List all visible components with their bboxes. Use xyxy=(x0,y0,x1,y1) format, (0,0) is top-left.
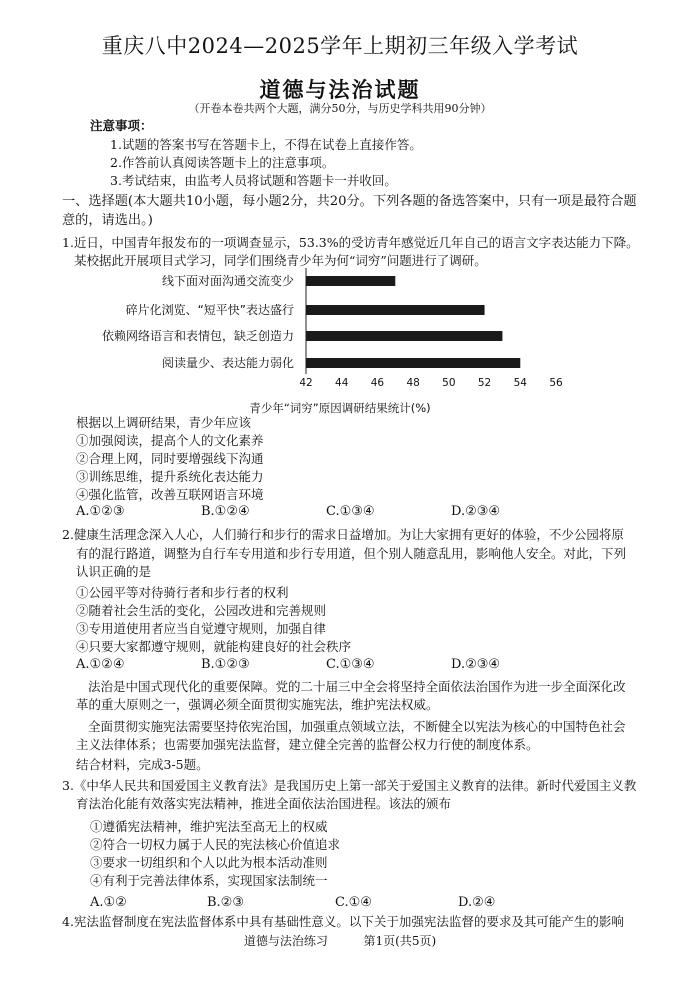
q2-stem: 有的混行路道，调整为自行车专用道和步行专用道，但个别人随意乱用，影响他人安全。对此，下列 xyxy=(76,546,627,561)
q2-option-c: C.①③④ xyxy=(326,657,375,672)
q2-item: ②随着社会生活的变化，公园改进和完善规则 xyxy=(76,603,327,618)
q2-option-b: B.①②③ xyxy=(201,657,250,672)
q1-option-b: B.①②④ xyxy=(201,504,250,519)
exam-title: 重庆八中2024—2025学年上期初三年级入学考试 xyxy=(101,34,579,58)
x-tick-label: 52 xyxy=(477,377,492,389)
q3-option-d: D.②④ xyxy=(458,895,496,910)
q1-option-a: A.①②③ xyxy=(76,504,125,519)
q1-item: ②合理上网，同时要增强线下沟通 xyxy=(76,451,264,466)
q3-item: ①遵循宪法精神，维护宪法至高无上的权威 xyxy=(90,819,328,834)
q3-option-b: B.②③ xyxy=(207,895,244,910)
q2-stem: 2.健康生活理念深入人心，人们骑行和步行的需求日益增加。为让大家拥有更好的体验，不少公园将原 xyxy=(62,527,624,542)
material-instruction: 结合材料，完成3-5题。 xyxy=(76,757,209,772)
bar-chart xyxy=(0,268,680,393)
q2-option-d: D.②③④ xyxy=(451,657,501,672)
category-label: 碎片化浏览、“短平快”表达盛行 xyxy=(125,303,294,317)
note-item: 1.试题的答案书写在答题卡上，不得在试卷上直接作答。 xyxy=(110,137,422,152)
q1-item: ③训练思维，提升系统化表达能力 xyxy=(76,469,264,484)
footer-subject: 道德与法治练习 xyxy=(243,934,328,948)
material-text: 革的重大原则之一，强调必须全面贯彻实施宪法，维护宪法权威。 xyxy=(76,697,439,712)
q2-item: ①公园平等对待骑行者和步行者的权利 xyxy=(76,585,289,600)
q3-item: ②符合一切权力属于人民的宪法核心价值追求 xyxy=(90,837,341,852)
q3-option-c: C.①④ xyxy=(335,895,372,910)
note-item: 3.考试结束，由监考人员将试题和答题卡一并收回。 xyxy=(110,173,397,188)
q3-item: ④有利于完善法律体系，实现国家法制统一 xyxy=(90,873,328,888)
category-label: 阅读量少、表达能力弱化 xyxy=(161,356,294,370)
q1-item: ④强化监管，改善互联网语言环境 xyxy=(76,487,264,502)
q3-stem: 育法治化能有效落实宪法精神，推进全面依法治国进程。该法的颁布 xyxy=(76,796,452,811)
category-label: 线下面对面沟通交流变少 xyxy=(161,274,294,288)
section-heading: 一、选择题(本大题共10小题，每小题2分，共20分。下列各题的备选答案中，只有一项是最符合题 xyxy=(62,194,637,209)
q3-stem: 3.《中华人民共和国爱国主义教育法》是我国历史上第一部关于爱国主义教育的法律。新时代爱国主义教 xyxy=(62,778,637,793)
material-text: 法治是中国式现代化的重要保障。党的二十届三中全会将坚持全面依法治国作为进一步全面深化改 xyxy=(88,679,626,694)
x-tick-label: 42 xyxy=(299,377,313,389)
bar xyxy=(306,305,485,315)
x-tick-label: 44 xyxy=(335,377,349,389)
chart-title: 青少年“词穷”原因调研结果统计(%) xyxy=(249,401,431,415)
page-footer xyxy=(0,932,680,949)
section-heading-cont: 意的，请选出。) xyxy=(62,213,153,228)
x-tick-label: 56 xyxy=(549,377,563,389)
x-tick-label: 46 xyxy=(370,377,385,389)
q4-stem: 4.宪法监督制度在宪法监督体系中具有基础性意义。以下关于加强宪法监督的要求及其可能产生的影响 xyxy=(62,914,624,929)
x-tick-label: 54 xyxy=(513,377,527,389)
q2-item: ③专用道使用者应当自觉遵守规则，加强自律 xyxy=(76,621,327,636)
category-label: 依赖网络语言和表情包，缺乏创造力 xyxy=(101,329,294,343)
q1-stem: 某校据此开展项目式学习，同学们围绕青少年为何“词穷”问题进行了调研。 xyxy=(74,253,487,268)
bar xyxy=(306,331,502,341)
bar xyxy=(306,276,395,286)
q2-stem: 认识正确的是 xyxy=(76,564,152,579)
material-text: 主义法律体系；也需要加强宪法监督，建立健全完善的监督公权力行使的制度体系。 xyxy=(76,737,539,752)
note-item: 2.作答前认真阅读答题卡上的注意事项。 xyxy=(110,155,335,170)
subject-title: 道德与法治试题 xyxy=(259,77,421,102)
footer-page-number: 第1页(共5页) xyxy=(363,934,437,948)
x-tick-label: 50 xyxy=(442,377,456,389)
q1-item: ①加强阅读，提高个人的文化素养 xyxy=(76,433,264,448)
q2-item: ④只要大家都遵守规则，就能构建良好的社会秩序 xyxy=(76,639,352,654)
q2-option-a: A.①②④ xyxy=(76,657,125,672)
q1-prompt: 根据以上调研结果，青少年应该 xyxy=(76,415,252,430)
q3-option-a: A.①② xyxy=(90,895,127,910)
q1-stem: 1.近日，中国青年报发布的一项调查显示，53.3%的受访青年感觉近几年自己的语言文字表达能力下降。 xyxy=(62,235,639,250)
material-text: 全面贯彻实施宪法需要坚持依宪治国，加强重点领域立法，不断健全以宪法为核心的中国特色社会 xyxy=(88,719,626,734)
bar xyxy=(306,358,520,368)
q1-option-d: D.②③④ xyxy=(451,504,501,519)
notes-heading: 注意事项： xyxy=(90,118,153,133)
exam-info: （开卷本卷共两个大题，满分50分，与历史学科共用90分钟） xyxy=(188,102,492,115)
q3-item: ③要求一切组织和个人以此为根本活动准则 xyxy=(90,855,328,870)
q1-option-c: C.①③④ xyxy=(326,504,375,519)
x-tick-label: 48 xyxy=(406,377,420,389)
